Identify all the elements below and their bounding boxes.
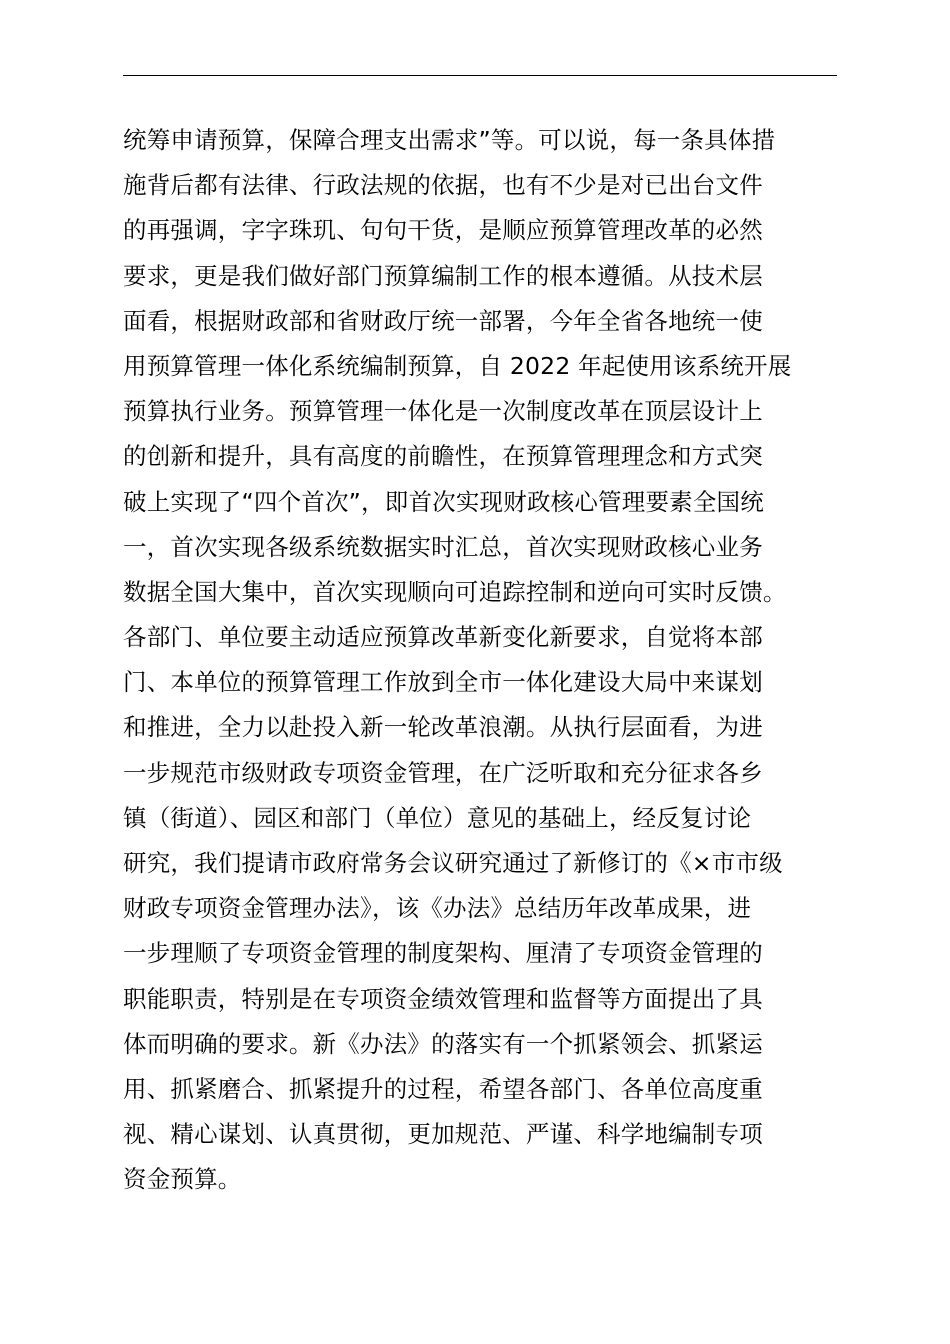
text-line: 破上实现了“四个首次”，即首次实现财政核心管理要素全国统 bbox=[123, 487, 764, 516]
text-line: 要求，更是我们做好部门预算编制工作的根本遵循。从技术层 bbox=[123, 261, 763, 290]
text-line: 统筹申请预算，保障合理支出需求”等。可以说，每一条具体措 bbox=[123, 126, 776, 154]
text-line: 一步规范市级财政专项资金管理，在广泛听取和充分征求各乡 bbox=[123, 758, 763, 787]
text-line: 施背后都有法律、行政法规的依据，也有不少是对已出台文件 bbox=[123, 171, 763, 200]
text-line: 面看，根据财政部和省财政厅统一部署，今年全省各地统一使 bbox=[123, 306, 763, 335]
text-line: 数据全国大集中，首次实现顺向可追踪控制和逆向可实时反馈。 bbox=[123, 577, 787, 606]
text-line: 财政专项资金管理办法》，该《办法》总结历年改革成果，进 bbox=[123, 894, 752, 923]
text-line: 镇（街道）、园区和部门（单位）意见的基础上，经反复讨论 bbox=[123, 803, 752, 832]
text-line: 门、本单位的预算管理工作放到全市一体化建设大局中来谋划 bbox=[123, 668, 763, 697]
text-line: 用、抓紧磨合、抓紧提升的过程，希望各部门、各单位高度重 bbox=[123, 1074, 763, 1103]
text-line: 一步理顺了专项资金管理的制度架构、厘清了专项资金管理的 bbox=[123, 939, 763, 968]
text-line: 职能职责，特别是在专项资金绩效管理和监督等方面提出了具 bbox=[123, 984, 763, 1013]
text-line: 体而明确的要求。新《办法》的落实有一个抓紧领会、抓紧运 bbox=[123, 1029, 763, 1058]
text-line: 的创新和提升，具有高度的前瞻性，在预算管理理念和方式突 bbox=[123, 442, 763, 471]
text-line: 视、精心谋划、认真贯彻，更加规范、严谨、科学地编制专项 bbox=[123, 1120, 763, 1149]
body-paragraph bbox=[123, 118, 853, 1203]
text-line: 预算执行业务。预算管理一体化是一次制度改革在顶层设计上 bbox=[123, 397, 763, 426]
text-line: 资金预算。 bbox=[123, 1165, 242, 1194]
header-rule bbox=[123, 75, 837, 76]
text-line: 的再强调，字字珠玑、句句干货，是顺应预算管理改革的必然 bbox=[123, 216, 763, 245]
text-line: 研究，我们提请市政府常务会议研究通过了新修订的《×市市级 bbox=[123, 849, 783, 877]
text-line: 各部门、单位要主动适应预算改革新变化新要求，自觉将本部 bbox=[123, 623, 763, 652]
text-line: 用预算管理一体化系统编制预算，自 2022 年起使用该系统开展 bbox=[123, 351, 792, 380]
text-line: 和推进，全力以赴投入新一轮改革浪潮。从执行层面看，为进 bbox=[123, 713, 763, 742]
text-line: 一，首次实现各级系统数据实时汇总，首次实现财政核心业务 bbox=[123, 532, 763, 561]
